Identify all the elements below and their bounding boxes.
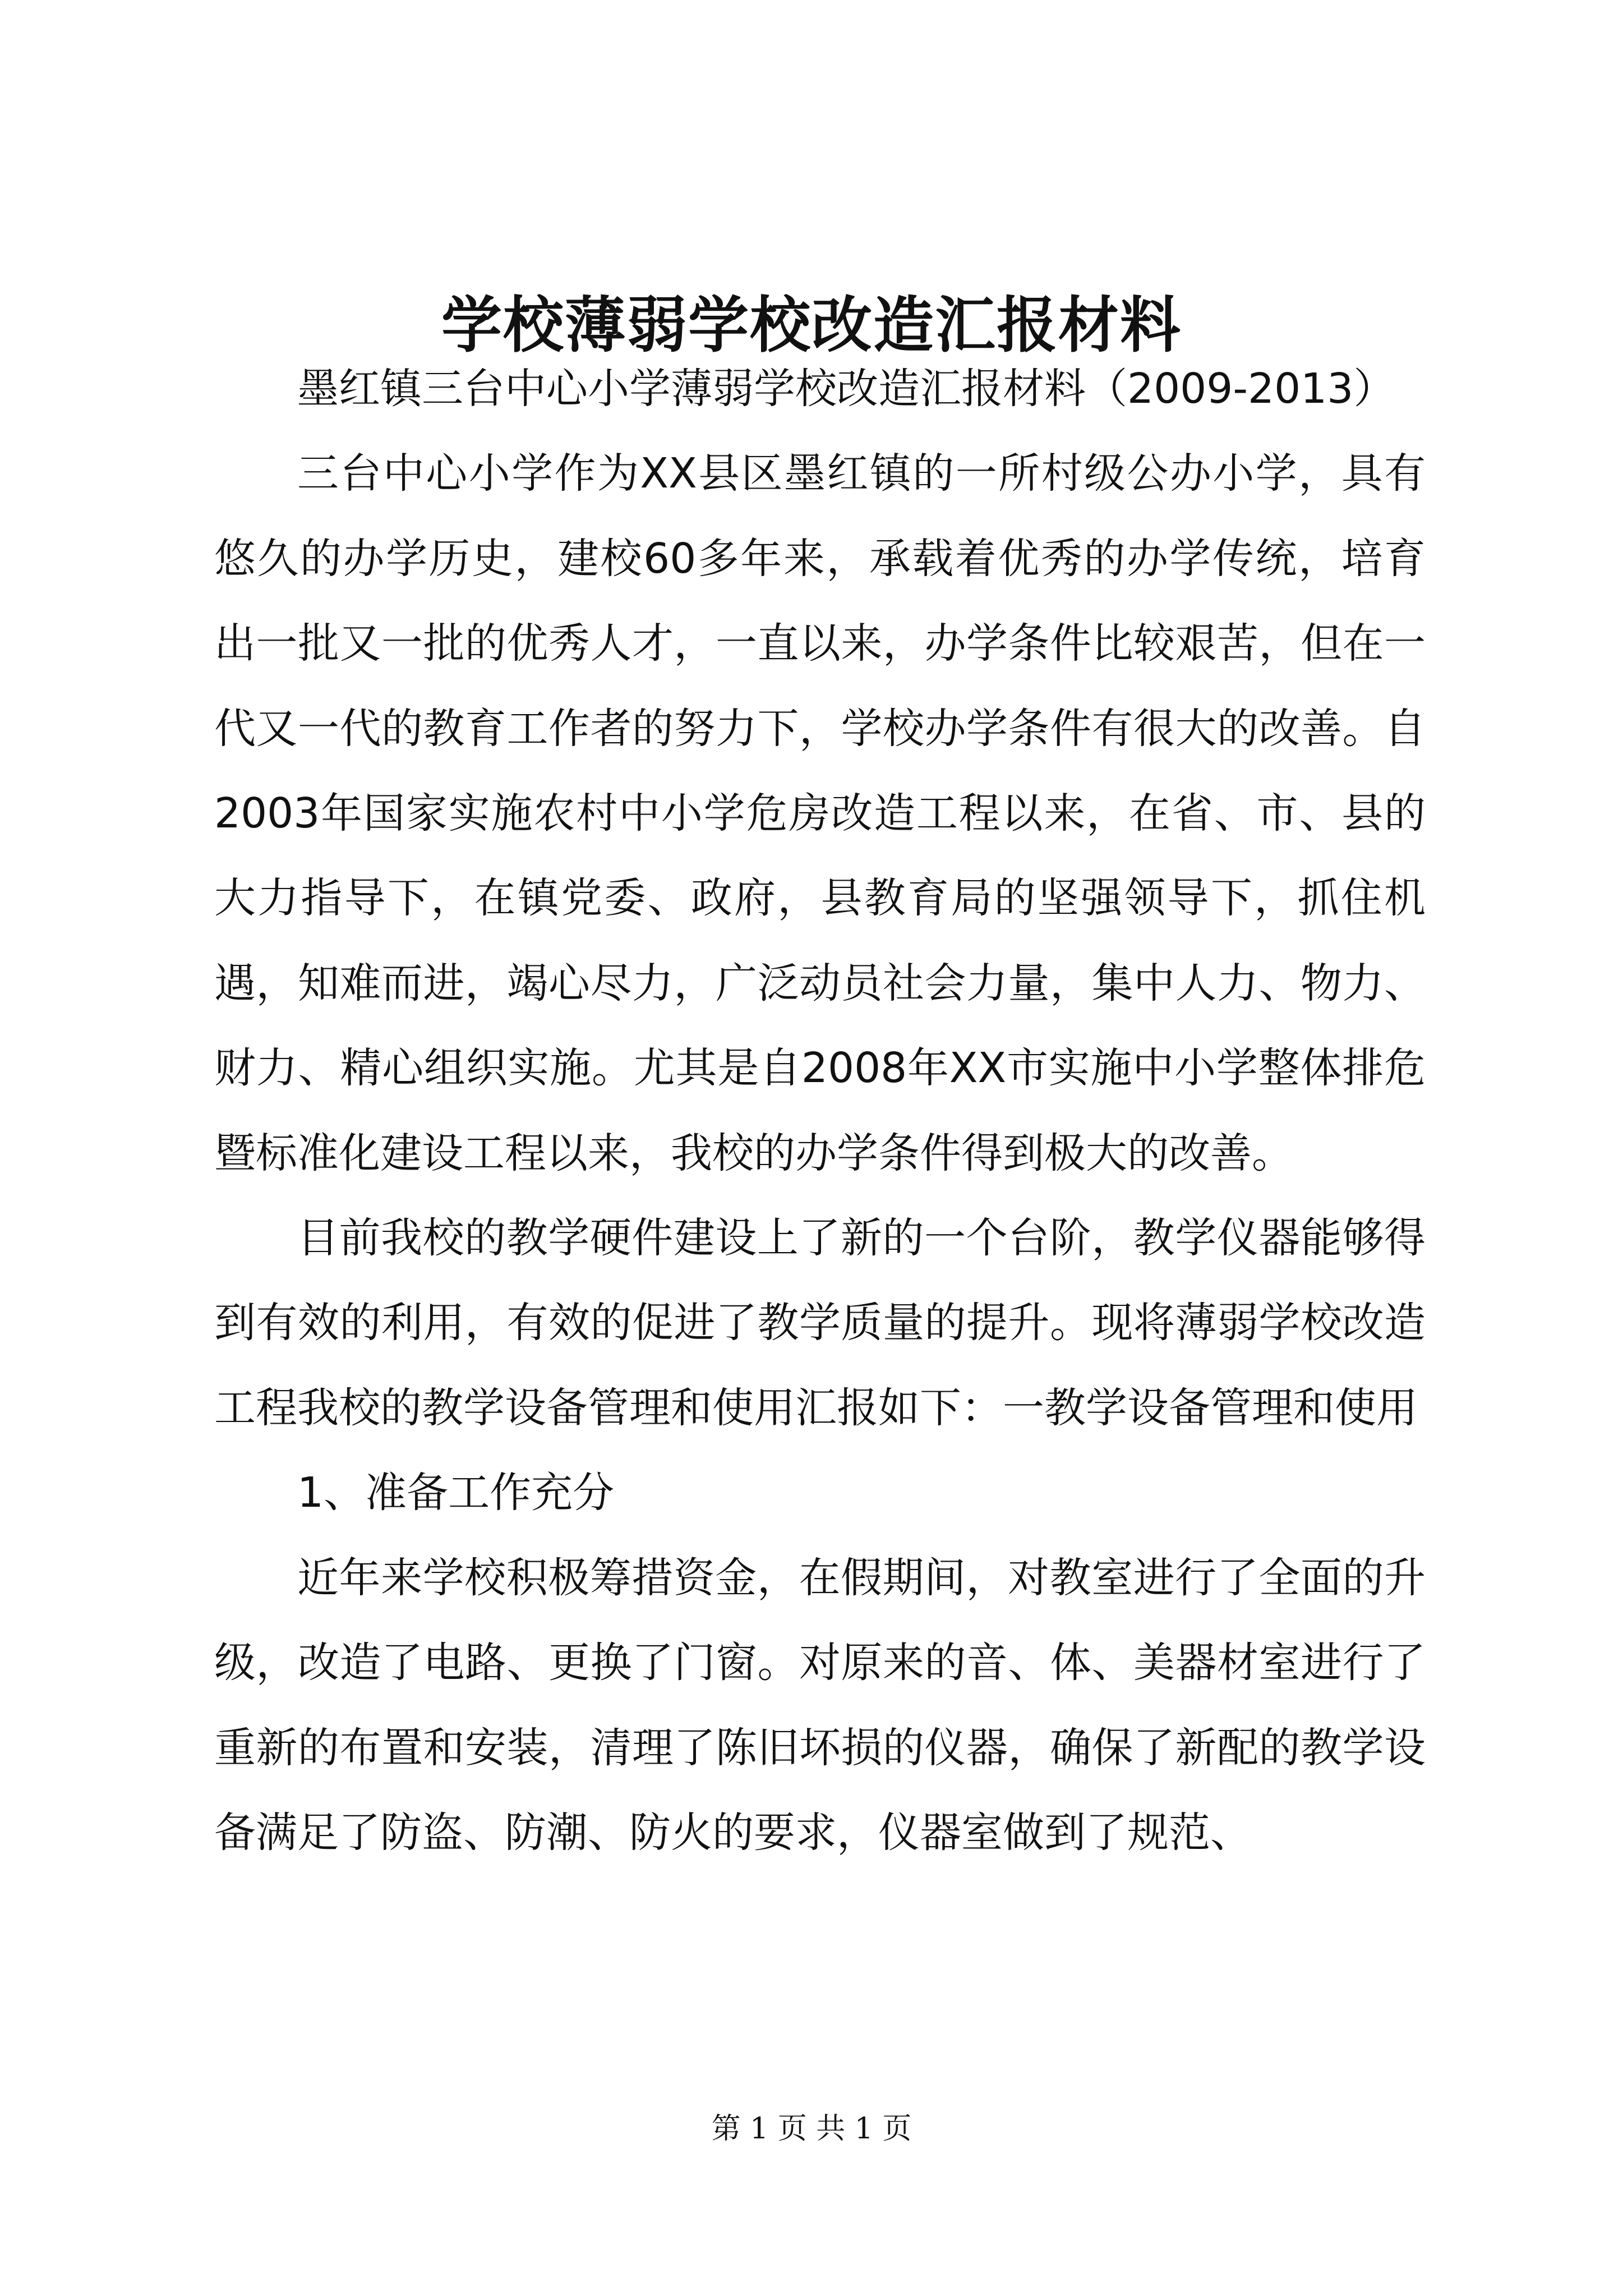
section-heading: 1、准备工作充分 bbox=[297, 1469, 615, 1517]
document-body bbox=[214, 347, 1426, 1875]
document-title: 学校薄弱学校改造汇报材料 bbox=[441, 290, 1182, 361]
body-paragraph: 近年来学校积极筹措资金，在假期间，对教室进行了全面的升级，改造了电路、更换了门窗。对原来的音、体、美器材室进行了重新的布置和安装，清理了陈旧坏损的仪器，确保了新配的教学设备满足了防盗、防潮、防火的要求，仪器室做到了规范、 bbox=[214, 1553, 1426, 1857]
subtitle-paragraph: 墨红镇三台中心小学薄弱学校改造汇报材料（2009-2013） bbox=[297, 365, 1395, 413]
body-paragraph: 目前我校的教学硬件建设上了新的一个台阶，教学仪器能够得到有效的利用，有效的促进了教学质量的提升。现将薄弱学校改造工程我校的教学设备管理和使用汇报如下：一教学设备管理和使用 bbox=[214, 1214, 1426, 1432]
body-paragraph: 三台中心小学作为XX县区墨红镇的一所村级公办小学，具有悠久的办学历史，建校60多年来，承载着优秀的办学传统，培育出一批又一批的优秀人才，一直以来，办学条件比较艰苦，但在一代又一代的教育工作者的努力下，学校办学条件有很大的改善。自2003年国家实施农村中小学危房改造工程以来，在省、市、县的大力指导下，在镇党委、政府，县教育局的坚强领导下，抓住机遇，知难而进，竭心尽力，广泛动员社会力量，集中人力、物力、财力、精心组织实施。尤其是自2008年XX市实施中小学整体排危暨标准化建设工程以来，我校的办学条件得到极大的改善。 bbox=[214, 449, 1426, 1177]
page-footer: 第 1 页 共 1 页 bbox=[711, 2112, 912, 2146]
